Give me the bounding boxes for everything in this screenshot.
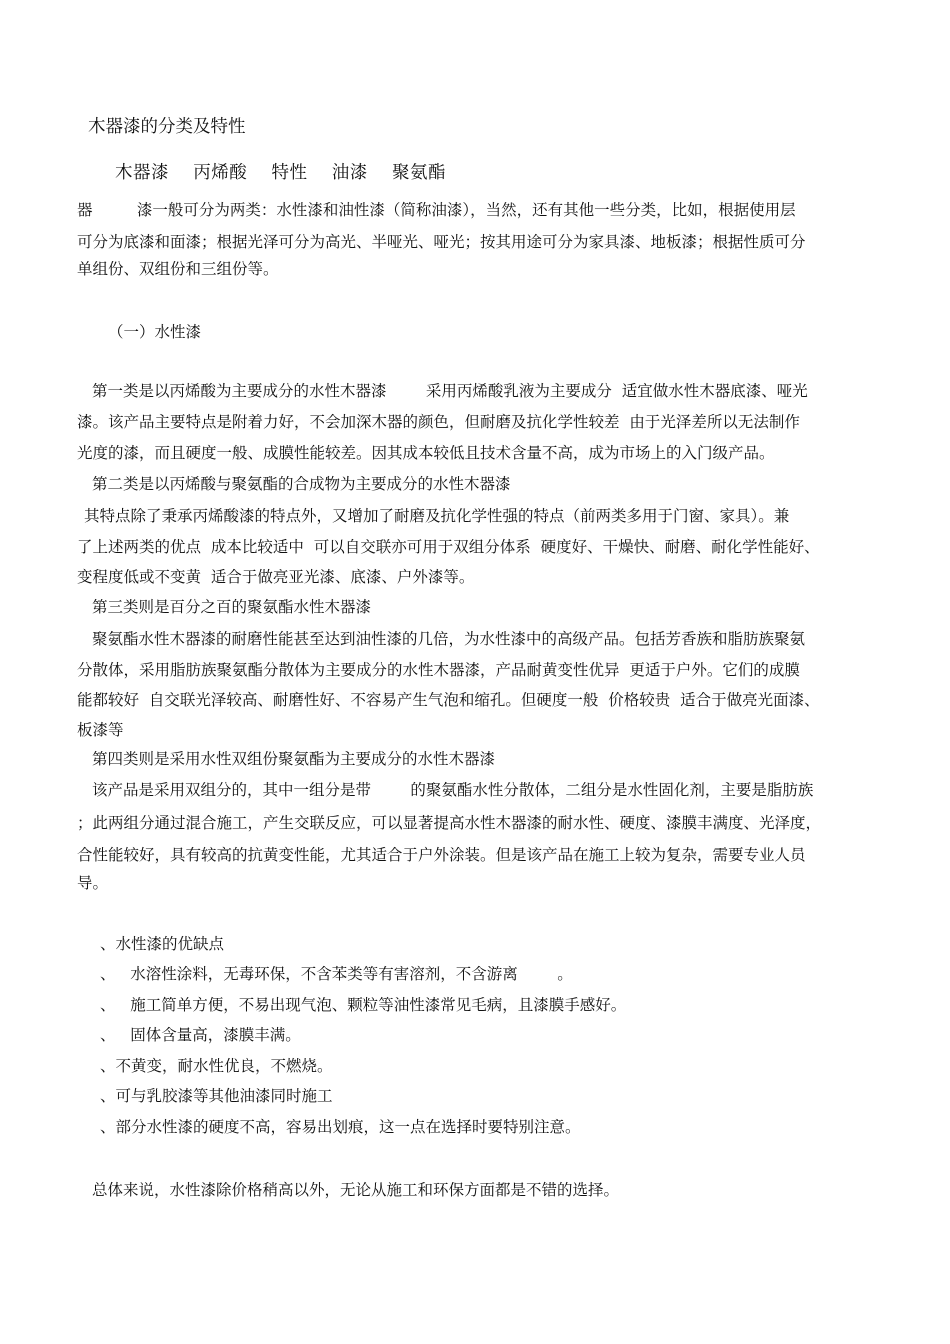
body-line: 第四类则是采用水性双组份聚氨酯为主要成分的水性木器漆 xyxy=(92,750,496,768)
body-line: ；此两组分通过混合施工，产生交联反应，可以显著提高水性木器漆的耐水性、硬度、漆膜丰满度、光泽度， xyxy=(77,814,822,832)
advantage-item: 、 固体含量高，漆膜丰满。 xyxy=(100,1026,301,1044)
body-line: 导。 xyxy=(77,874,109,892)
advantages-heading: 、水性漆的优缺点 xyxy=(100,935,225,953)
body-line: 板漆等 xyxy=(77,721,124,739)
body-line: 漆。该产品主要特点是附着力好，不会加深木器的颜色，但耐磨及抗化学性较差 由于光泽差所以无法制作 xyxy=(77,413,800,431)
intro-line: 可分为底漆和面漆；根据光泽可分为高光、半哑光、哑光；按其用途可分为家具漆、地板漆；根据性质可分 xyxy=(77,233,806,251)
body-line: 变程度低或不变黄 适合于做亮亚光漆、底漆、户外漆等。 xyxy=(77,568,475,586)
body-line: 聚氨酯水性木器漆的耐磨性能甚至达到油性漆的几倍，为水性漆中的高级产品。包括芳香族和脂肪族聚氨 xyxy=(92,630,806,648)
body-line: 分散体，采用脂肪族聚氨酯分散体为主要成分的水性木器漆，产品耐黄变性优异 更适于户外。它们的成膜 xyxy=(77,661,800,679)
conclusion-line: 总体来说，水性漆除价格稍高以外，无论从施工和环保方面都是不错的选择。 xyxy=(92,1181,620,1199)
advantage-item: 、部分水性漆的硬度不高，容易出划痕，这一点在选择时要特别注意。 xyxy=(100,1118,581,1136)
document-title: 木器漆的分类及特性 xyxy=(88,117,246,137)
body-line: 光度的漆，而且硬度一般、成膜性能较差。因其成本较低且技术含量不高，成为市场上的入门级产品。 xyxy=(77,444,775,462)
body-line: 该产品是采用双组分的，其中一组分是带 的聚氨酯水性分散体，二组分是水性固化剂，主要是脂肪族 xyxy=(92,781,814,799)
intro-line: 单组份、双组份和三组份等。 xyxy=(77,260,279,278)
body-line: 第二类是以丙烯酸与聚氨酯的合成物为主要成分的水性木器漆 xyxy=(92,475,511,493)
body-line: 合性能较好，具有较高的抗黄变性能，尤其适合于户外涂装。但是该产品在施工上较为复杂，需要专业人员 xyxy=(77,846,806,864)
body-line: 能都较好 自交联光泽较高、耐磨性好、不容易产生气泡和缩孔。但硬度一般 价格较贵 适合于做亮光面漆、 xyxy=(77,691,820,709)
body-line: 其特点除了秉承丙烯酸漆的特点外，又增加了耐磨及抗化学性强的特点（前两类多用于门窗、家具）。兼 xyxy=(84,507,790,525)
section-heading: （一）水性漆 xyxy=(108,323,202,341)
body-line: 了上述两类的优点 成本比较适中 可以自交联亦可用于双组分体系 硬度好、干燥快、耐磨、耐化学性能好、 xyxy=(77,538,820,556)
body-line: 第一类是以丙烯酸为主要成分的水性木器漆 采用丙烯酸乳液为主要成分 适宜做水性木器底漆、哑光 xyxy=(92,382,808,400)
keywords-line: 木器漆 丙烯酸 特性 油漆 聚氨酯 xyxy=(115,163,447,183)
intro-line: 器 漆一般可分为两类：水性漆和油性漆（简称油漆），当然，还有其他一些分类，比如，根据使用层 xyxy=(77,201,796,219)
body-line: 第三类则是百分之百的聚氨酯水性木器漆 xyxy=(92,598,372,616)
advantage-item: 、可与乳胶漆等其他油漆同时施工 xyxy=(100,1087,333,1105)
advantage-item: 、不黄变，耐水性优良，不燃烧。 xyxy=(100,1057,333,1075)
advantage-item: 、 施工简单方便，不易出现气泡、颗粒等油性漆常见毛病，且漆膜手感好。 xyxy=(100,996,627,1014)
advantage-item: 、 水溶性涂料，无毒环保，不含苯类等有害溶剂，不含游离 。 xyxy=(100,965,573,983)
